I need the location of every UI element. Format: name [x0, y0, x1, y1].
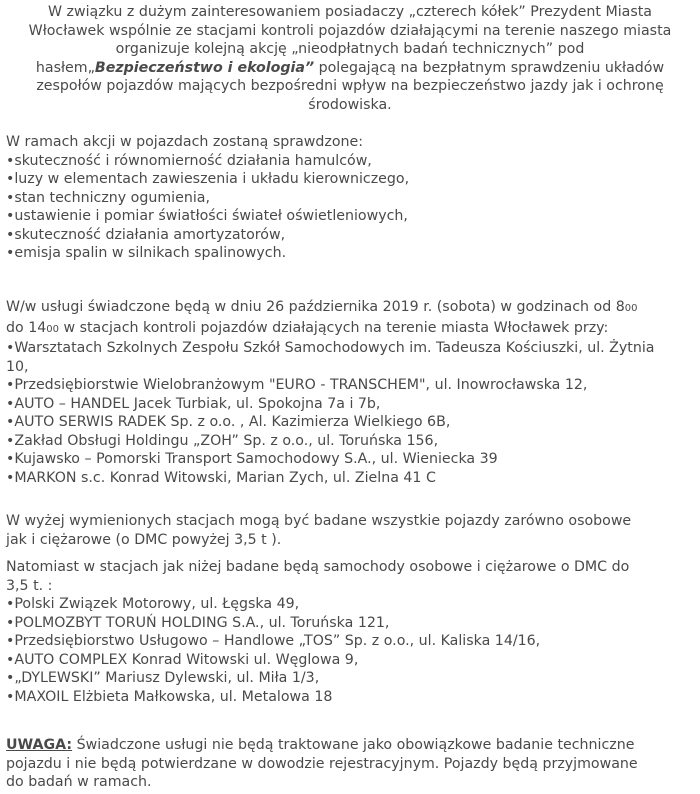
light-station-item: •AUTO COMPLEX Konrad Witowski ul. Węglowa 9,	[6, 651, 359, 668]
station-item: 10,	[6, 358, 29, 375]
checks-heading: W ramach akcji w pojazdach zostaną sprawdzone:	[6, 134, 364, 150]
notice-line-3: do badań w ramach.	[6, 774, 152, 790]
services-line-2	[6, 319, 696, 340]
check-item: •skuteczność działania amortyzatorów,	[6, 226, 286, 243]
notice-label: UWAGA:	[6, 737, 73, 753]
notice-paragraph	[6, 736, 696, 792]
check-item: •ustawienie i pomiar światłości świateł oświetleniowych,	[6, 208, 408, 224]
check-item: •stan techniczny ogumienia,	[6, 189, 210, 206]
start-time-minutes: 00	[624, 303, 638, 314]
services-section	[6, 298, 696, 487]
intro-line-6: środowiska.	[308, 96, 392, 113]
services-date-text: W/w usługi świadczone będą w dniu 26 października 2019 r. (sobota) w godzinach od 8	[6, 299, 625, 315]
intro-line-5: zespołów pojazdów mających bezpośredni wpływ na bezpieczeństwo jazdy jak i ochronę	[36, 78, 664, 94]
notice-line-1-rest: Świadczone usługi nie będą traktowane jako obowiązkowe badanie techniczne	[72, 737, 635, 753]
station-item: •Warsztatach Szkolnych Zespołu Szkół Samochodowych im. Tadeusza Kościuszki, ul. Żytnia	[6, 340, 655, 356]
light-vehicles-section	[6, 558, 696, 706]
light-vehicles-line: 3,5 t. :	[6, 577, 53, 594]
services-line-1	[6, 298, 696, 319]
all-vehicles-paragraph	[6, 512, 696, 549]
notice-line-1	[6, 736, 696, 755]
intro-line-4-before: hasłem„	[35, 59, 95, 76]
intro-paragraph	[4, 3, 696, 114]
end-time-minutes: 00	[46, 323, 59, 335]
station-item: •AUTO – HANDEL Jacek Turbiak, ul. Spokojna 7a i 7b,	[6, 395, 381, 412]
station-item: •AUTO SERWIS RADEK Sp. z o.o. , Al. Kazimierza Wielkiego 6B,	[6, 414, 451, 430]
end-time-hour: do 14	[6, 319, 47, 336]
check-item: •luzy w elementach zawieszenia i układu kierowniczego,	[6, 171, 410, 187]
services-line-2-rest: w stacjach kontroli pojazdów działających na terenie miasta Włocławek przy:	[58, 319, 609, 336]
check-item: •emisja spalin w silnikach spalinowych.	[6, 245, 287, 261]
checks-section	[6, 133, 696, 263]
light-station-item: •„DYLEWSKI” Mariusz Dylewski, ul. Miła 1/3,	[6, 670, 320, 686]
light-station-item: •Przedsiębiorstwo Usługowo – Handlowe „TOS” Sp. z o.o., ul. Kaliska 14/16,	[6, 633, 541, 649]
light-station-item: •MAXOIL Elżbieta Małkowska, ul. Metalowa 18	[6, 688, 333, 705]
intro-line-4	[4, 59, 696, 78]
intro-line-2: Włocławek wspólnie ze stacjami kontroli pojazdów działającymi na terenie naszego miasta	[28, 22, 672, 39]
intro-line-4-after: polegającą na bezpłatnym sprawdzeniu układów	[314, 59, 665, 76]
notice-line-2: pojazdu i nie będą potwierdzane w dowodzie rejestracyjnym. Pojazdy będą przyjmowane	[6, 755, 638, 772]
campaign-slogan: Bezpieczeństwo i ekologia”	[94, 59, 315, 76]
station-item: •Zakład Obsługi Holdingu „ZOH” Sp. z o.o., ul. Toruńska 156,	[6, 432, 439, 449]
all-vehicles-line: jak i ciężarowe (o DMC powyżej 3,5 t ).	[6, 531, 282, 548]
intro-line-1: W związku z dużym zainteresowaniem posiadaczy „czterech kółek” Prezydent Miasta	[47, 4, 652, 20]
station-item: •Przedsiębiorstwie Wielobranżowym "EURO - TRANSCHEM", ul. Inowrocławska 12,	[6, 377, 588, 393]
station-item: •Kujawsko – Pomorski Transport Samochodowy S.A., ul. Wieniecka 39	[6, 451, 498, 467]
light-vehicles-line: Natomiast w stacjach jak niżej badane będą samochody osobowe i ciężarowe o DMC do	[6, 559, 630, 575]
all-vehicles-line: W wyżej wymienionych stacjach mogą być badane wszystkie pojazdy zarówno osobowe	[6, 513, 632, 529]
light-station-item: •Polski Związek Motorowy, ul. Łęgska 49,	[6, 596, 300, 612]
light-station-item: •POLMOZBYT TORUŃ HOLDING S.A., ul. Toruńska 121,	[6, 614, 390, 631]
station-item: •MARKON s.c. Konrad Witowski, Marian Zych, ul. Zielna 41 C	[6, 469, 436, 486]
check-item: •skuteczność i równomierność działania hamulców,	[6, 152, 372, 169]
intro-line-3: organizuje kolejną akcję „nieodpłatnych badań technicznych” pod	[115, 41, 585, 57]
